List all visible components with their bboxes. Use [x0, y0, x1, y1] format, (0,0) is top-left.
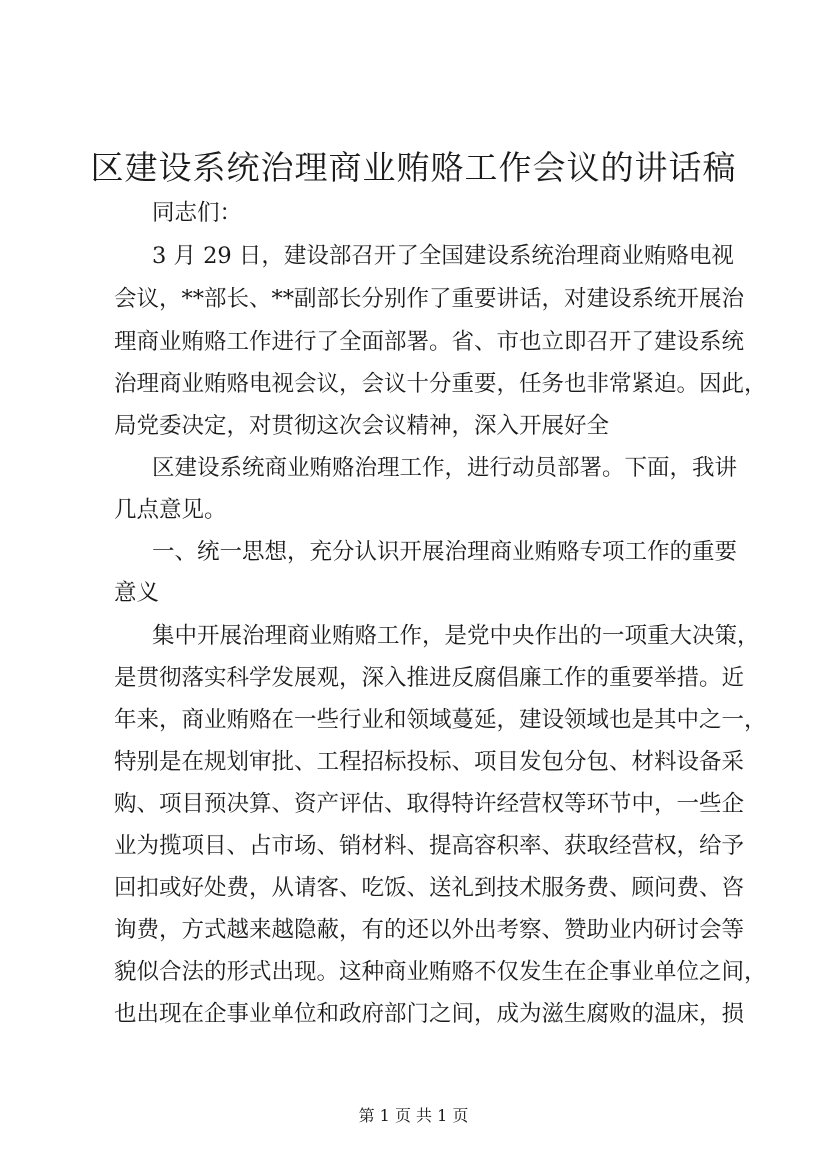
body-line: 理商业贿赂工作进行了全面部署。省、市也立即召开了建设系统 — [114, 329, 745, 355]
body-line: 区建设系统商业贿赂治理工作，进行动员部署。下面，我讲 — [152, 455, 738, 481]
body-line: 回扣或好处费，从请客、吃饭、送礼到技术服务费、顾问费、咨 — [114, 875, 745, 901]
body-line: 貌似合法的形式出现。这种商业贿赂不仅发生在企事业单位之间， — [114, 959, 767, 985]
body-line: 业为揽项目、占市场、销材料、提高容积率、获取经营权，给予 — [114, 833, 745, 859]
body-line: 局党委决定，对贯彻这次会议精神，深入开展好全 — [114, 413, 610, 439]
body-line: 3 月 29 日，建设部召开了全国建设系统治理商业贿赂电视 — [152, 243, 734, 269]
body-line: 询费，方式越来越隐蔽，有的还以外出考察、赞助业内研讨会等 — [114, 917, 745, 943]
body-line: 年来，商业贿赂在一些行业和领域蔓延，建设领域也是其中之一， — [114, 707, 767, 733]
page-footer: 第 1 页 共 1 页 — [358, 1106, 469, 1125]
body-line: 几点意见。 — [114, 497, 227, 523]
body-line: 治理商业贿赂电视会议，会议十分重要，任务也非常紧迫。因此， — [114, 371, 767, 397]
body-line: 会议，**部长、**副部长分别作了重要讲话，对建设系统开展治 — [114, 286, 745, 312]
salutation-line: 同志们： — [152, 200, 243, 226]
body-line: 也出现在企事业单位和政府部门之间，成为滋生腐败的温床，损 — [114, 1001, 745, 1027]
body-line: 是贯彻落实科学发展观，深入推进反腐倡廉工作的重要举措。近 — [114, 665, 745, 691]
section-heading-line: 意义 — [114, 580, 160, 606]
body-line: 特别是在规划审批、工程招标投标、项目发包分包、材料设备采 — [114, 749, 745, 775]
body-line: 购、项目预决算、资产评估、取得特许经营权等环节中，一些企 — [114, 791, 745, 817]
document-title: 区建设系统治理商业贿赂工作会议的讲话稿 — [90, 148, 737, 187]
section-heading-line: 一、统一思想，充分认识开展治理商业贿赂专项工作的重要 — [152, 539, 738, 565]
body-line: 集中开展治理商业贿赂工作，是党中央作出的一项重大决策， — [152, 623, 760, 649]
